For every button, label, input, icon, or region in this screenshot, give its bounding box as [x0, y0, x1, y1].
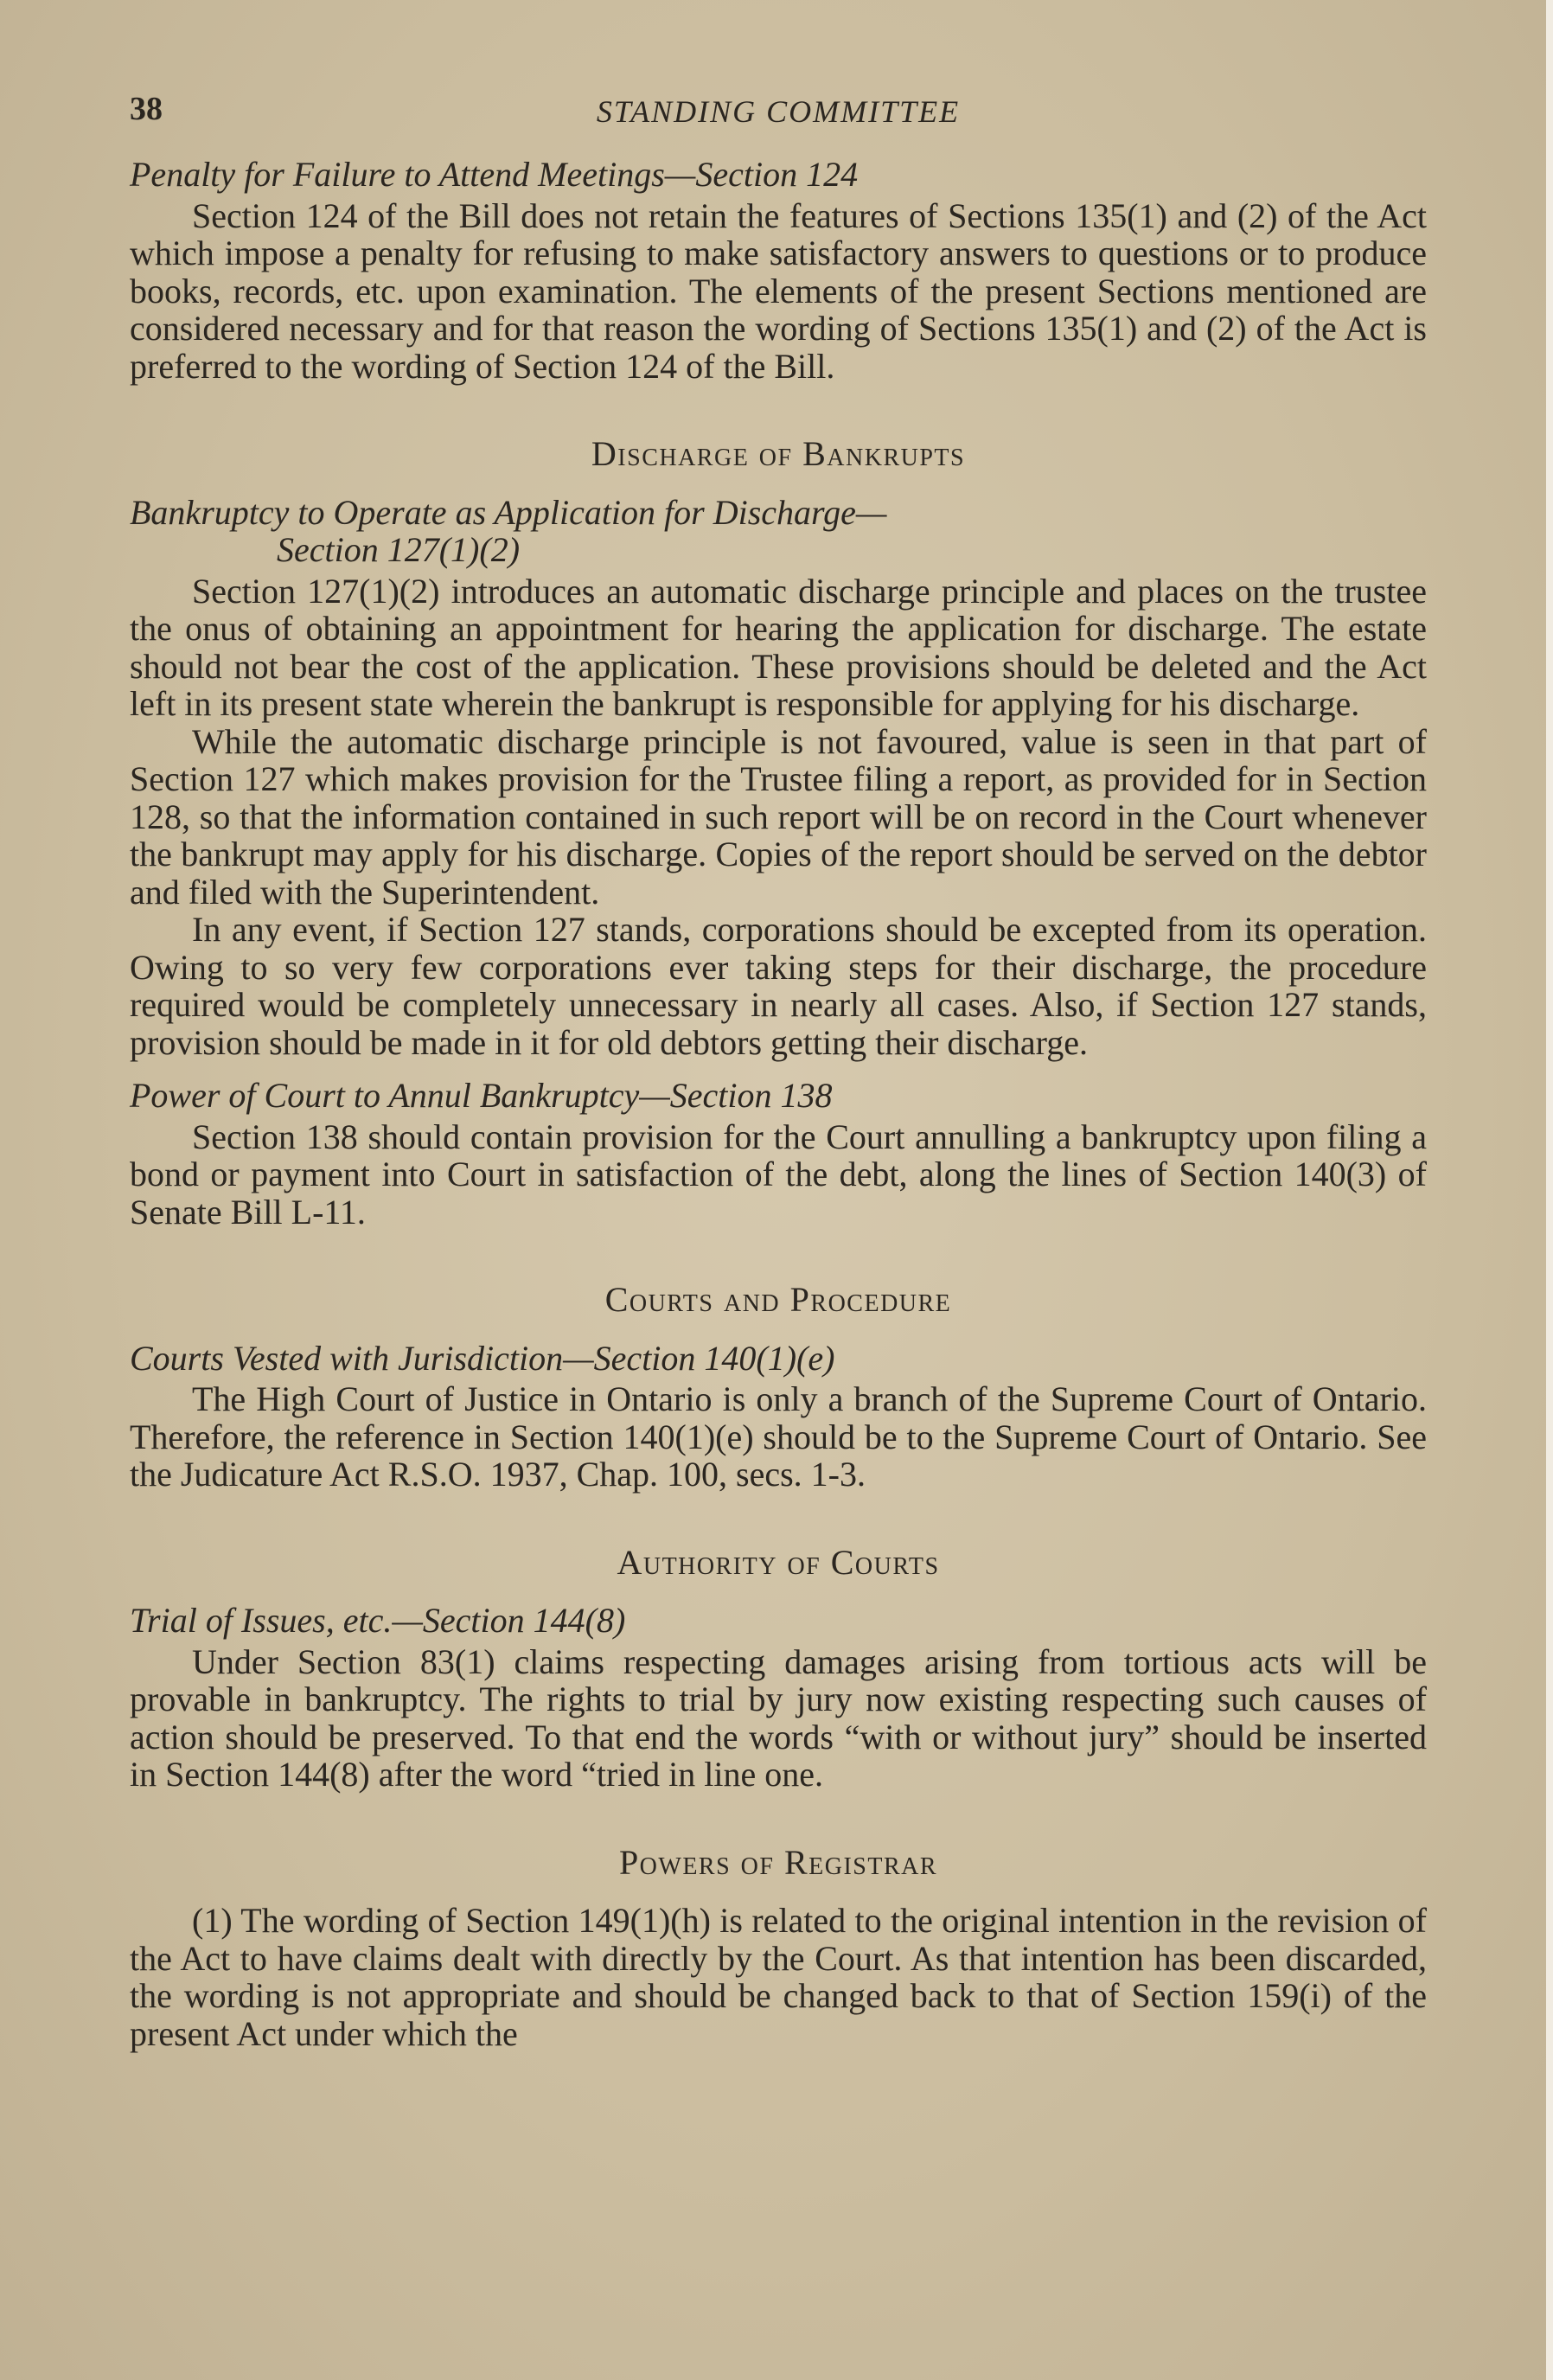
paragraph: (1) The wording of Section 149(1)(h) is related to the original intention in the revision of the Act to have claims dealt with directly by the Court. As that intention has been discarded, the wording is not appropriate and should be changed back to that of Section 159(i) of the present Act under which the — [130, 1901, 1427, 2053]
page-number: 38 — [130, 91, 163, 127]
page-header — [130, 90, 1427, 133]
subheading-bankruptcy-application-line2: Section 127(1)(2) — [277, 530, 521, 569]
section-heading-authority-courts: Authority of Courts — [617, 1542, 940, 1582]
paragraph: Under Section 83(1) claims respecting damages arising from tortious acts will be provable in bankruptcy. The rights to trial by jury now existing respecting such causes of action should be preserved. To that end the words “with or without jury” should be inserted in Section 144(8) after the word “tried in line one. — [130, 1641, 1427, 1794]
section-heading-powers-registrar: Powers of Registrar — [618, 1842, 938, 1882]
page-body — [130, 156, 1427, 2052]
subheading-penalty: Penalty for Failure to Attend Meetings—Section 124 — [130, 155, 859, 194]
subheading-courts-jurisdiction: Courts Vested with Jurisdiction—Section 140(1)(e) — [130, 1338, 835, 1378]
paragraph: Section 124 of the Bill does not retain the features of Sections 135(1) and (2) of the Act which impose a penalty for refusing to make satisfactory answers to questions or to produce books, records, etc. upon examination. The elements of the present Sections mentioned are considered necessary and for that reason the wording of Sections 135(1) and (2) of the Act is preferred to the wording of Section 124 of the Bill. — [130, 195, 1427, 386]
page-edge — [1546, 0, 1553, 2380]
paragraph: In any event, if Section 127 stands, corporations should be excepted from its operation. Owing to so very few corporations ever taking steps for their discharge, the procedure required would be completely unnecessary in nearly all cases. Also, if Section 127 stands, provision should be made in it for old debtors getting their discharge. — [130, 910, 1427, 1062]
subheading-bankruptcy-application: Bankruptcy to Operate as Application for Discharge— — [130, 492, 887, 532]
section-heading-courts-procedure: Courts and Procedure — [604, 1280, 952, 1319]
paragraph: Section 138 should contain provision for the Court annulling a bankruptcy upon filing a bond or payment into Court in satisfaction of the debt, along the lines of Section 140(3) of Senate Bill L-11. — [130, 1116, 1427, 1232]
paragraph: The High Court of Justice in Ontario is only a branch of the Supreme Court of Ontario. Therefore, the reference in Section 140(1)(e) should be to the Supreme Court of Ontario. See the Judicature Act R.S.O. 1937, Chap. 100, secs. 1-3. — [130, 1379, 1427, 1494]
paragraph: While the automatic discharge principle is not favoured, value is seen in that part of Section 127 which makes provision for the Trustee filing a report, as provided for in Section 128, so that the information contained in such report will be on record in the Court whenever the bankrupt may apply for his discharge. Copies of the report should be served on the debtor and filed with the Superintendent. — [130, 721, 1427, 912]
section-heading-discharge: Discharge of Bankrupts — [591, 434, 966, 473]
paragraph: Section 127(1)(2) introduces an automatic discharge principle and places on the trustee the onus of obtaining an appointment for hearing the application for discharge. The estate should not bear the cost of the application. These provisions should be deleted and the Act left in its present state wherein the bankrupt is responsible for applying for his discharge. — [130, 571, 1427, 723]
running-head: STANDING COMMITTEE — [596, 94, 961, 129]
subheading-annul-bankruptcy: Power of Court to Annul Bankruptcy—Section 138 — [130, 1076, 833, 1115]
subheading-trial-issues: Trial of Issues, etc.—Section 144(8) — [130, 1601, 626, 1640]
